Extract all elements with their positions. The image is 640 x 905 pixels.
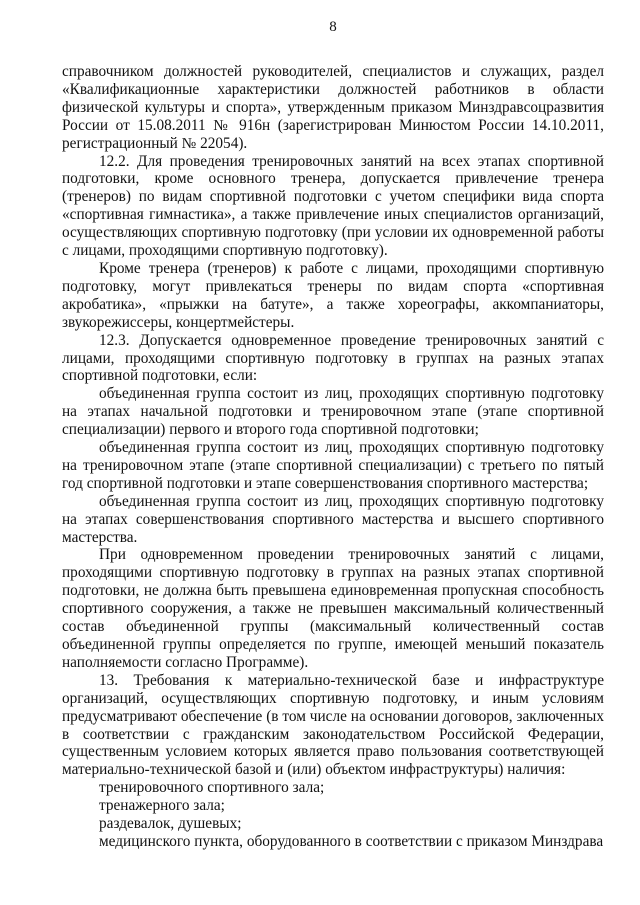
list-item-changing-rooms: раздевалок, душевых; [99, 815, 242, 833]
paragraph-12-2: 12.2. Для проведения тренировочных занятий на всех этапах спортивной подготовки, кроме основного тренера, допускается привлечение тренера (тренеров) по видам спортивной подготовки с учетом специфики вида спорта «спортивная гимнастика», а также привлечение иных специалистов организаций, осуществляющих спортивную подготовку (при условии их одновременной работы с лицами, проходящими спортивную подготовку). [62, 152, 604, 260]
list-item-gym: тренажерного зала; [99, 797, 225, 815]
list-item-training-hall: тренировочного спортивного зала; [99, 779, 325, 797]
document-page [62, 18, 604, 851]
paragraph-continuation: справочником должностей руководителей, специалистов и служащих, раздел «Квалификационные характеристики должностей работников в области физической культуры и спорта», утвержденным приказом Минздравсоцразвития России от 15.08.2011 № 916н (зарегистрирован Минюстом России 14.10.2011, регистрационный № 22054). [62, 63, 604, 152]
paragraph-combined-group-1: объединенная группа состоит из лиц, проходящих спортивную подготовку на этапах начальной подготовки и тренировочном этапе (этапе спортивной специализации) первого и второго года спортивной подготовки; [62, 385, 604, 439]
list-item-medical-point: медицинского пункта, оборудованного в соответствии с приказом Минздрава [99, 832, 604, 850]
paragraph-additional-trainers: Кроме тренера (тренеров) к работе с лицами, проходящими спортивную подготовку, могут привлекаться тренеры по видам спорта «спортивная акробатика», «прыжки на батуте», а также хореографы, аккомпаниаторы, звукорежиссеры, концертмейстеры. [62, 259, 604, 331]
paragraph-13: 13. Требования к материально-технической базе и инфраструктуре организаций, осуществляющих спортивную подготовку, и иным условиям предусматривают обеспечение (в том числе на основании договоров, заключенных в соответствии с гражданским законодательством Российской Федерации, существенным условием которых является право пользования соответствующей материально-технической базой и (или) объектом инфраструктуры) наличия: [62, 671, 604, 779]
page-number: 8 [329, 19, 337, 35]
paragraph-combined-group-2: объединенная группа состоит из лиц, проходящих спортивную подготовку на тренировочном этапе (этапе спортивной специализации) с третьего по пятый год спортивной подготовки и этапе совершенствования спортивного мастерства; [62, 439, 604, 492]
paragraph-combined-group-3: объединенная группа состоит из лиц, проходящих спортивную подготовку на этапах совершенствования спортивного мастерства и высшего спортивного мастерства. [62, 492, 604, 546]
paragraph-capacity: При одновременном проведении тренировочных занятий с лицами, проходящими спортивную подготовку в группах на разных этапах спортивной подготовки, не должна быть превышена единовременная пропускная способность спортивного сооружения, а также не превышен максимальный количественный состав объединенной группы (максимальный количественный состав объединенной группы определяется по группе, имеющей меньший показатель наполняемости согласно Программе). [62, 546, 604, 671]
paragraph-12-3: 12.3. Допускается одновременное проведение тренировочных занятий с лицами, проходящими спортивную подготовку в группах на разных этапах спортивной подготовки, если: [62, 331, 604, 385]
document-body [62, 63, 604, 851]
